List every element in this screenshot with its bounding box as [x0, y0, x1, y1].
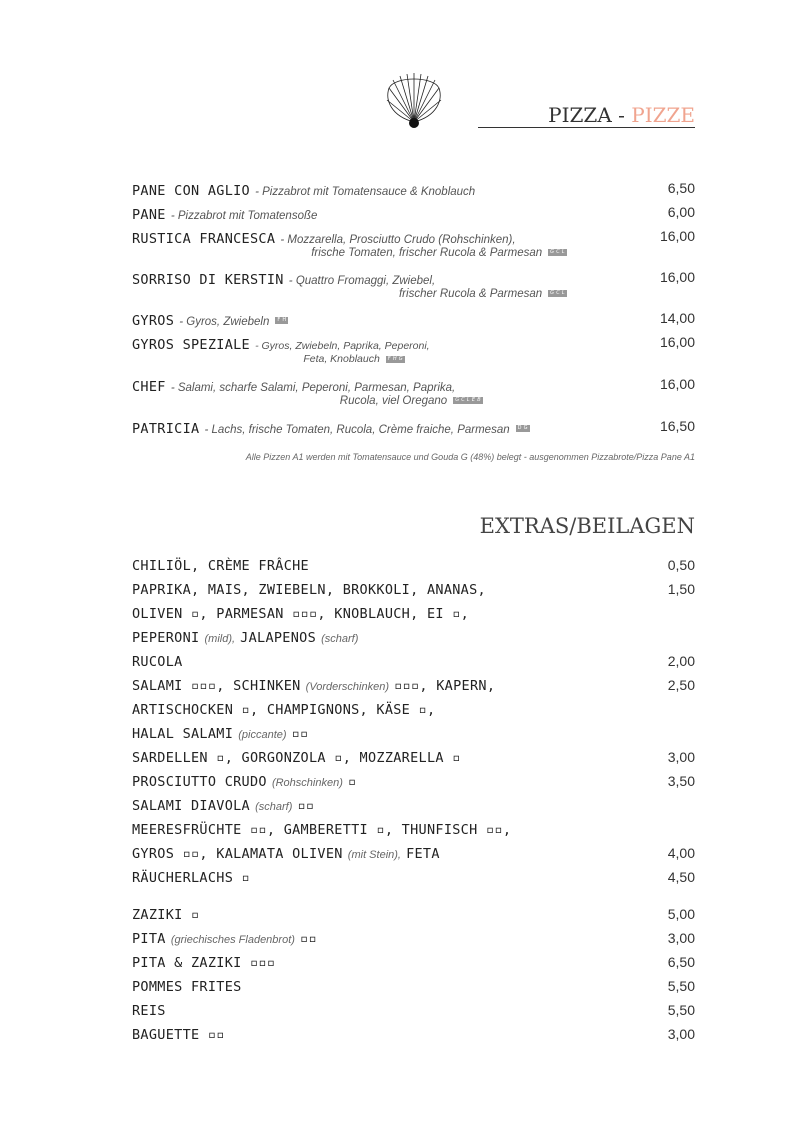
extra-price: 3,50 — [667, 773, 695, 789]
item-name: SORRISO DI KERSTIN — [132, 272, 284, 288]
extra-note: (mild), — [204, 633, 236, 645]
extra-item — [132, 676, 695, 696]
menu-item — [132, 418, 695, 437]
extra-name-2: ▫ — [347, 774, 357, 790]
side-name: POMMES FRITES — [132, 979, 242, 995]
item-name: PANE CON AGLIO — [132, 183, 250, 199]
extra-item — [132, 604, 695, 623]
extra-item — [132, 748, 695, 767]
allergen-codes: G C L — [550, 290, 565, 297]
page-title — [478, 104, 695, 128]
extra-price: 2,00 — [667, 653, 695, 669]
extra-price: 3,00 — [667, 749, 695, 765]
extra-name: PAPRIKA, MAIS, ZWIEBELN, BROKKOLI, ANANAS, — [132, 582, 486, 598]
side-name: BAGUETTE ▫▫ — [132, 1027, 225, 1043]
item-description-line2: frischer Rucola & Parmesan G C L — [398, 288, 565, 300]
extra-name: SARDELLEN ▫, GORGONZOLA ▫, MOZZARELLA ▫ — [132, 750, 461, 766]
section-title: EXTRAS/BEILAGEN — [479, 514, 695, 538]
item-name: GYROS SPEZIALE — [132, 337, 250, 353]
side-price: 6,50 — [667, 954, 695, 970]
extra-item — [132, 580, 695, 599]
extra-item — [132, 652, 695, 671]
item-price: 6,50 — [667, 180, 695, 196]
extra-item — [132, 628, 695, 648]
side-name: REIS — [132, 1003, 166, 1019]
item-price: 6,00 — [667, 204, 695, 220]
menu-item — [132, 376, 695, 407]
extra-name-2: ▫▫ — [291, 726, 309, 742]
extra-name: RUCOLA — [132, 654, 183, 670]
extra-note: (scharf) — [255, 801, 293, 813]
title-main: PIZZA - — [548, 103, 632, 127]
item-description-line2: frische Tomaten, frischer Rucola & Parmesan G C L — [311, 247, 565, 259]
allergen-codes: D G — [517, 425, 528, 431]
extra-note: (piccante) — [238, 729, 287, 741]
side-name-2: ▫▫ — [300, 931, 317, 947]
menu-item — [132, 204, 695, 223]
extra-item — [132, 724, 695, 744]
side-item — [132, 1001, 695, 1020]
item-price: 14,00 — [659, 310, 695, 326]
item-price: 16,50 — [659, 418, 695, 434]
side-item — [132, 953, 695, 972]
menu-item — [132, 269, 695, 300]
menu-item — [132, 228, 695, 259]
item-description: - Salami, scharfe Salami, Peperoni, Parmesan, Paprika, — [170, 382, 456, 394]
item-description: - Lachs, frische Tomaten, Rucola, Crème fraiche, Parmesan — [204, 424, 510, 436]
extra-item — [132, 772, 695, 792]
menu-item — [132, 310, 695, 329]
extra-name: PROSCIUTTO CRUDO — [132, 774, 267, 790]
extra-item — [132, 796, 695, 816]
extra-item — [132, 844, 695, 864]
extra-price: 1,50 — [667, 581, 695, 597]
extra-note-2: (scharf) — [321, 633, 359, 645]
extra-name: CHILIÖL, CRÈME FRÂCHE — [132, 558, 309, 574]
side-price: 3,00 — [667, 1026, 695, 1042]
side-price: 5,50 — [667, 978, 695, 994]
side-item — [132, 929, 695, 949]
item-description: - Pizzabrot mit Tomatensoße — [170, 210, 318, 222]
extra-name: SALAMI DIAVOLA — [132, 798, 250, 814]
shell-logo-icon — [383, 70, 445, 130]
footnote: Alle Pizzen A1 werden mit Tomatensauce und Gouda G (48%) belegt - ausgenommen Pizzabrote/Pizza Pane A1 — [245, 452, 695, 462]
extra-name-2: ▫▫▫, KAPERN, — [394, 678, 496, 694]
extra-name: PEPERONI — [132, 630, 200, 646]
allergen-codes: G C L — [550, 249, 565, 256]
title-accent: PIZZE — [631, 103, 695, 127]
extra-name: ARTISCHOCKEN ▫, CHAMPIGNONS, KÄSE ▫, — [132, 702, 436, 718]
side-price: 5,50 — [667, 1002, 695, 1018]
side-note: (griechisches Fladenbrot) — [170, 934, 295, 946]
side-price: 5,00 — [667, 906, 695, 922]
extra-name-2: FETA — [406, 846, 440, 862]
item-description: - Gyros, Zwiebeln, Paprika, Peperoni, — [255, 340, 430, 352]
item-description: - Quattro Fromaggi, Zwiebel, — [288, 275, 436, 287]
side-name: ZAZIKI ▫ — [132, 907, 200, 923]
side-item — [132, 905, 695, 924]
side-item — [132, 1025, 695, 1044]
item-name: RUSTICA FRANCESCA — [132, 231, 276, 247]
item-description-line2: Rucola, viel Oregano G C L E B — [339, 395, 481, 407]
item-price: 16,00 — [659, 228, 695, 244]
item-description: - Pizzabrot mit Tomatensauce & Knoblauch — [255, 186, 476, 198]
extra-price: 2,50 — [667, 677, 695, 693]
item-description-line2: Feta, Knoblauch F H G — [303, 353, 403, 365]
item-price: 16,00 — [659, 269, 695, 285]
extra-item — [132, 700, 695, 719]
extra-note: (mit Stein), — [347, 849, 401, 861]
menu-item — [132, 180, 695, 199]
allergen-codes: F H — [277, 317, 287, 323]
extra-note: (Rohschinken) — [271, 777, 343, 789]
side-item — [132, 977, 695, 996]
item-name: PATRICIA — [132, 421, 200, 437]
extra-name: SALAMI ▫▫▫, SCHINKEN — [132, 678, 301, 694]
item-description: - Gyros, Zwiebeln — [179, 316, 270, 328]
extra-name: RÄUCHERLACHS ▫ — [132, 870, 250, 886]
extra-name-2: JALAPENOS — [240, 630, 317, 646]
extra-name: GYROS ▫▫, KALAMATA OLIVEN — [132, 846, 343, 862]
menu-item — [132, 334, 695, 365]
extra-name: MEERESFRÜCHTE ▫▫, GAMBERETTI ▫, THUNFISCH ▫▫, — [132, 822, 512, 838]
allergen-codes: G C L E B — [455, 397, 481, 404]
extra-price: 0,50 — [667, 557, 695, 573]
item-name: PANE — [132, 207, 166, 223]
item-description: - Mozzarella, Prosciutto Crudo (Rohschinken), — [280, 234, 516, 246]
item-price: 16,00 — [659, 376, 695, 392]
extra-name: OLIVEN ▫, PARMESAN ▫▫▫, KNOBLAUCH, EI ▫, — [132, 606, 470, 622]
extra-name-2: ▫▫ — [297, 798, 315, 814]
item-name: GYROS — [132, 313, 175, 329]
side-name: PITA & ZAZIKI ▫▫▫ — [132, 955, 276, 971]
extra-price: 4,00 — [667, 845, 695, 861]
extra-item — [132, 820, 695, 839]
extra-note: (Vorderschinken) — [305, 681, 390, 693]
side-price: 3,00 — [667, 930, 695, 946]
extra-name: HALAL SALAMI — [132, 726, 234, 742]
item-price: 16,00 — [659, 334, 695, 350]
side-name: PITA — [132, 931, 166, 947]
extra-price: 4,50 — [667, 869, 695, 885]
allergen-codes: F H G — [387, 355, 403, 362]
extra-item — [132, 556, 695, 575]
item-name: CHEF — [132, 379, 166, 395]
extra-item — [132, 868, 695, 887]
